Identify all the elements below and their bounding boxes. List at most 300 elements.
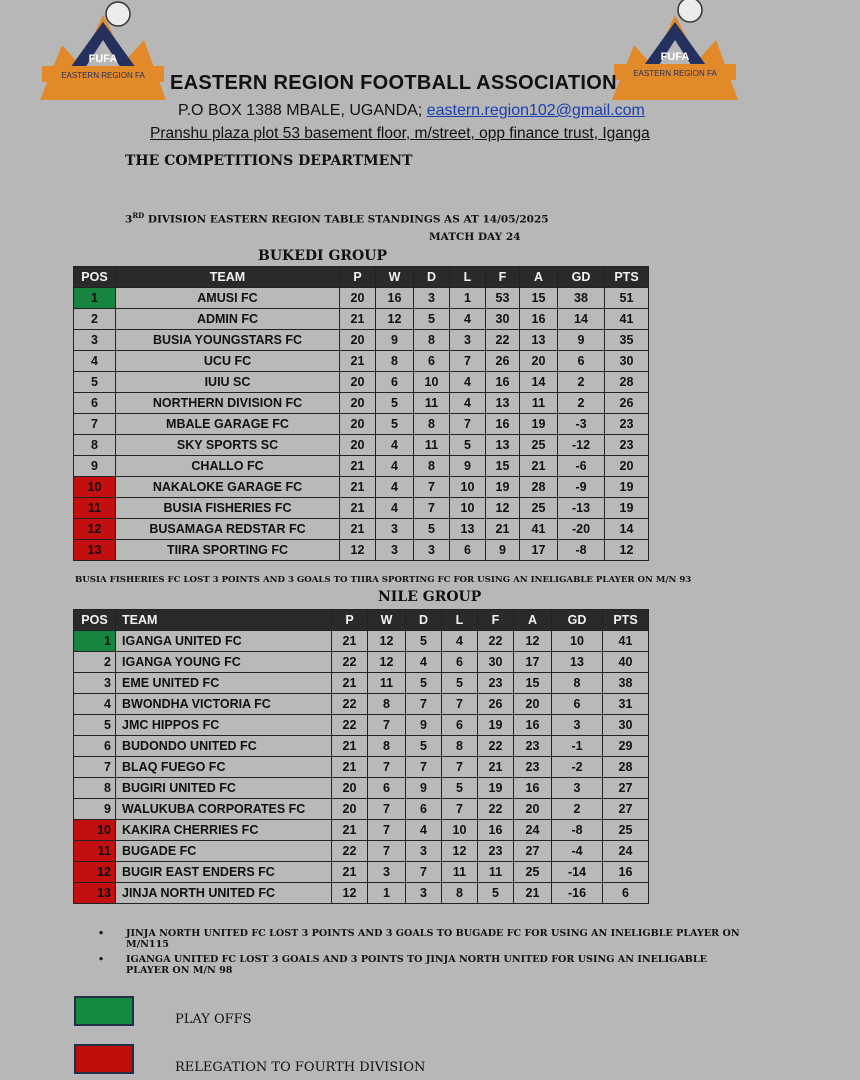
nile-penalty-notes <box>98 928 748 980</box>
column-header-team: TEAM <box>116 610 332 631</box>
cell-team: TIIRA SPORTING FC <box>116 540 340 561</box>
cell-w: 5 <box>376 393 414 414</box>
cell-w: 12 <box>368 631 406 652</box>
column-header-gd: GD <box>552 610 603 631</box>
cell-p: 21 <box>332 736 368 757</box>
cell-team: BUDONDO UNITED FC <box>116 736 332 757</box>
cell-f: 19 <box>478 715 514 736</box>
cell-d: 7 <box>406 757 442 778</box>
cell-p: 21 <box>340 456 376 477</box>
cell-l: 6 <box>442 652 478 673</box>
cell-gd: 2 <box>552 799 603 820</box>
cell-pos: 7 <box>74 414 116 435</box>
cell-p: 22 <box>332 715 368 736</box>
cell-d: 11 <box>414 393 450 414</box>
cell-gd: 2 <box>558 393 605 414</box>
bullet-icon: • <box>98 954 105 965</box>
cell-a: 25 <box>520 498 558 519</box>
cell-team: NORTHERN DIVISION FC <box>116 393 340 414</box>
cell-d: 7 <box>406 694 442 715</box>
list-item: • JINJA NORTH UNITED FC LOST 3 POINTS AND 3 GOALS TO BUGADE FC FOR USING AN INELIGBLE PLAYER ON M/N115 <box>98 928 740 950</box>
column-header-p: P <box>332 610 368 631</box>
cell-l: 4 <box>450 393 486 414</box>
cell-team: JINJA NORTH UNITED FC <box>116 883 332 904</box>
cell-pts: 6 <box>603 883 649 904</box>
cell-w: 4 <box>376 456 414 477</box>
cell-w: 12 <box>376 309 414 330</box>
cell-gd: 10 <box>552 631 603 652</box>
cell-pos: 2 <box>74 309 116 330</box>
cell-p: 21 <box>332 631 368 652</box>
cell-pts: 31 <box>603 694 649 715</box>
cell-a: 12 <box>514 631 552 652</box>
cell-team: AMUSI FC <box>116 288 340 309</box>
cell-team: BUSIA YOUNGSTARS FC <box>116 330 340 351</box>
cell-d: 10 <box>414 372 450 393</box>
cell-d: 11 <box>414 435 450 456</box>
cell-pos: 12 <box>74 862 116 883</box>
cell-a: 25 <box>520 435 558 456</box>
svg-text:EASTERN REGION FA: EASTERN REGION FA <box>633 69 717 78</box>
cell-gd: 8 <box>552 673 603 694</box>
cell-a: 23 <box>514 757 552 778</box>
cell-pts: 19 <box>605 498 649 519</box>
cell-gd: 14 <box>558 309 605 330</box>
column-header-pos: POS <box>74 610 116 631</box>
cell-f: 19 <box>478 778 514 799</box>
cell-p: 22 <box>332 652 368 673</box>
cell-pts: 28 <box>603 757 649 778</box>
cell-l: 1 <box>450 288 486 309</box>
cell-w: 8 <box>368 736 406 757</box>
table-row <box>74 673 649 694</box>
cell-d: 5 <box>406 631 442 652</box>
cell-l: 6 <box>450 540 486 561</box>
table-row <box>74 519 649 540</box>
cell-gd: 2 <box>558 372 605 393</box>
cell-f: 26 <box>486 351 520 372</box>
cell-d: 3 <box>414 540 450 561</box>
table-row <box>74 288 649 309</box>
cell-team: JMC HIPPOS FC <box>116 715 332 736</box>
cell-f: 12 <box>486 498 520 519</box>
cell-team: KAKIRA CHERRIES FC <box>116 820 332 841</box>
cell-a: 17 <box>520 540 558 561</box>
cell-p: 21 <box>340 351 376 372</box>
cell-w: 9 <box>376 330 414 351</box>
cell-pos: 11 <box>74 841 116 862</box>
cell-a: 15 <box>514 673 552 694</box>
cell-pts: 23 <box>605 435 649 456</box>
cell-d: 5 <box>414 519 450 540</box>
column-header-w: W <box>376 267 414 288</box>
cell-a: 15 <box>520 288 558 309</box>
cell-team: IGANGA YOUNG FC <box>116 652 332 673</box>
column-header-l: L <box>442 610 478 631</box>
table-row <box>74 652 649 673</box>
cell-team: BUSAMAGA REDSTAR FC <box>116 519 340 540</box>
cell-a: 41 <box>520 519 558 540</box>
cell-p: 12 <box>332 883 368 904</box>
cell-d: 6 <box>406 799 442 820</box>
cell-f: 19 <box>486 477 520 498</box>
postal-box: P.O BOX 1388 MBALE, UGANDA; <box>178 102 423 119</box>
relegation-swatch <box>74 1044 134 1074</box>
table-row <box>74 435 649 456</box>
cell-l: 5 <box>442 778 478 799</box>
cell-pts: 38 <box>603 673 649 694</box>
cell-pos: 12 <box>74 519 116 540</box>
cell-pos: 4 <box>74 694 116 715</box>
cell-w: 6 <box>368 778 406 799</box>
cell-gd: 38 <box>558 288 605 309</box>
cell-p: 20 <box>332 778 368 799</box>
nile-group-title: NILE GROUP <box>378 589 482 605</box>
cell-a: 20 <box>520 351 558 372</box>
cell-pos: 9 <box>74 799 116 820</box>
cell-w: 3 <box>376 540 414 561</box>
cell-a: 17 <box>514 652 552 673</box>
table-row <box>74 372 649 393</box>
nile-standings-table <box>73 609 649 904</box>
cell-d: 7 <box>414 477 450 498</box>
cell-d: 3 <box>406 841 442 862</box>
cell-pos: 11 <box>74 498 116 519</box>
cell-pos: 2 <box>74 652 116 673</box>
cell-w: 1 <box>368 883 406 904</box>
cell-pos: 6 <box>74 736 116 757</box>
cell-pts: 12 <box>605 540 649 561</box>
cell-f: 26 <box>478 694 514 715</box>
cell-p: 20 <box>340 414 376 435</box>
cell-l: 9 <box>450 456 486 477</box>
table-row <box>74 736 649 757</box>
relegation-legend-label: RELEGATION TO FOURTH DIVISION <box>175 1060 426 1075</box>
cell-l: 10 <box>450 498 486 519</box>
cell-l: 7 <box>450 351 486 372</box>
cell-f: 30 <box>486 309 520 330</box>
cell-gd: 6 <box>558 351 605 372</box>
cell-l: 7 <box>442 757 478 778</box>
cell-l: 4 <box>450 309 486 330</box>
cell-w: 4 <box>376 498 414 519</box>
cell-team: WALUKUBA CORPORATES FC <box>116 799 332 820</box>
cell-p: 12 <box>340 540 376 561</box>
cell-d: 5 <box>414 309 450 330</box>
email-link[interactable]: eastern.region102@gmail.com <box>426 102 645 119</box>
cell-p: 20 <box>340 330 376 351</box>
cell-pos: 5 <box>74 372 116 393</box>
cell-p: 22 <box>332 694 368 715</box>
column-header-pts: PTS <box>605 267 649 288</box>
table-row <box>74 456 649 477</box>
table-row <box>74 841 649 862</box>
bukedi-group-title: BUKEDI GROUP <box>258 248 387 264</box>
office-address: Pranshu plaza plot 53 basement floor, m/street, opp finance trust, Iganga <box>150 125 650 142</box>
cell-pos: 13 <box>74 540 116 561</box>
column-header-l: L <box>450 267 486 288</box>
cell-pos: 3 <box>74 673 116 694</box>
cell-a: 24 <box>514 820 552 841</box>
cell-pos: 8 <box>74 435 116 456</box>
cell-w: 11 <box>368 673 406 694</box>
cell-gd: -12 <box>558 435 605 456</box>
cell-p: 21 <box>340 498 376 519</box>
cell-gd: 6 <box>552 694 603 715</box>
bukedi-penalty-note: BUSIA FISHERIES FC LOST 3 POINTS AND 3 GOALS TO TIIRA SPORTING FC FOR USING AN INELIGABLE PLAYER ON M/N 93 <box>75 575 692 585</box>
table-row <box>74 862 649 883</box>
cell-f: 13 <box>486 393 520 414</box>
cell-f: 22 <box>478 631 514 652</box>
postal-line <box>178 102 645 120</box>
column-header-a: A <box>514 610 552 631</box>
cell-p: 21 <box>340 309 376 330</box>
cell-l: 8 <box>442 736 478 757</box>
table-header-row <box>74 267 649 288</box>
cell-w: 7 <box>368 799 406 820</box>
cell-pts: 27 <box>603 778 649 799</box>
cell-pts: 20 <box>605 456 649 477</box>
cell-team: EME UNITED FC <box>116 673 332 694</box>
table-header-row <box>74 610 649 631</box>
cell-f: 16 <box>486 414 520 435</box>
cell-p: 20 <box>340 393 376 414</box>
cell-pts: 16 <box>603 862 649 883</box>
cell-w: 3 <box>368 862 406 883</box>
cell-team: BUSIA FISHERIES FC <box>116 498 340 519</box>
cell-gd: -6 <box>558 456 605 477</box>
cell-d: 7 <box>406 862 442 883</box>
column-header-team: TEAM <box>116 267 340 288</box>
cell-pts: 25 <box>603 820 649 841</box>
cell-a: 27 <box>514 841 552 862</box>
cell-gd: -4 <box>552 841 603 862</box>
cell-pos: 9 <box>74 456 116 477</box>
cell-d: 4 <box>406 820 442 841</box>
cell-gd: -8 <box>558 540 605 561</box>
svg-text:EASTERN REGION FA: EASTERN REGION FA <box>61 71 145 80</box>
cell-p: 22 <box>332 841 368 862</box>
cell-w: 7 <box>368 715 406 736</box>
cell-pts: 41 <box>605 309 649 330</box>
cell-w: 3 <box>376 519 414 540</box>
cell-pos: 6 <box>74 393 116 414</box>
fufa-logo-right <box>612 0 738 100</box>
table-row <box>74 631 649 652</box>
cell-team: BUGADE FC <box>116 841 332 862</box>
cell-gd: -2 <box>552 757 603 778</box>
column-header-d: D <box>414 267 450 288</box>
playoff-legend-label: PLAY OFFS <box>175 1012 252 1027</box>
table-row <box>74 540 649 561</box>
cell-f: 13 <box>486 435 520 456</box>
table-row <box>74 477 649 498</box>
cell-pts: 51 <box>605 288 649 309</box>
bullet-icon: • <box>98 928 105 939</box>
cell-w: 4 <box>376 435 414 456</box>
cell-l: 8 <box>442 883 478 904</box>
fufa-logo-left <box>40 0 166 100</box>
cell-team: BLAQ FUEGO FC <box>116 757 332 778</box>
column-header-pts: PTS <box>603 610 649 631</box>
cell-pts: 41 <box>603 631 649 652</box>
svg-text:FUFA: FUFA <box>660 51 690 63</box>
cell-team: CHALLO FC <box>116 456 340 477</box>
cell-l: 13 <box>450 519 486 540</box>
table-row <box>74 414 649 435</box>
cell-w: 7 <box>368 757 406 778</box>
cell-p: 21 <box>340 477 376 498</box>
cell-f: 22 <box>486 330 520 351</box>
cell-pos: 10 <box>74 477 116 498</box>
cell-l: 4 <box>442 631 478 652</box>
cell-d: 3 <box>414 288 450 309</box>
cell-team: BUGIRI UNITED FC <box>116 778 332 799</box>
cell-w: 12 <box>368 652 406 673</box>
cell-a: 20 <box>514 799 552 820</box>
cell-pts: 24 <box>603 841 649 862</box>
svg-text:FUFA: FUFA <box>88 53 118 65</box>
table-row <box>74 393 649 414</box>
cell-l: 7 <box>442 799 478 820</box>
cell-gd: -9 <box>558 477 605 498</box>
cell-pos: 1 <box>74 631 116 652</box>
table-row <box>74 498 649 519</box>
cell-team: SKY SPORTS SC <box>116 435 340 456</box>
column-header-p: P <box>340 267 376 288</box>
cell-pos: 7 <box>74 757 116 778</box>
cell-pts: 28 <box>605 372 649 393</box>
cell-d: 4 <box>406 652 442 673</box>
cell-f: 22 <box>478 736 514 757</box>
table-row <box>74 778 649 799</box>
cell-a: 23 <box>514 736 552 757</box>
cell-d: 8 <box>414 414 450 435</box>
department-heading: THE COMPETITIONS DEPARTMENT <box>125 153 413 169</box>
cell-p: 21 <box>332 673 368 694</box>
cell-gd: 3 <box>552 778 603 799</box>
cell-w: 7 <box>368 841 406 862</box>
cell-p: 21 <box>340 519 376 540</box>
cell-l: 10 <box>442 820 478 841</box>
cell-w: 16 <box>376 288 414 309</box>
cell-pts: 14 <box>605 519 649 540</box>
cell-gd: -8 <box>552 820 603 841</box>
cell-f: 16 <box>478 820 514 841</box>
cell-pts: 35 <box>605 330 649 351</box>
cell-l: 7 <box>450 414 486 435</box>
cell-pos: 10 <box>74 820 116 841</box>
cell-f: 16 <box>486 372 520 393</box>
column-header-f: F <box>478 610 514 631</box>
cell-p: 20 <box>340 435 376 456</box>
cell-p: 21 <box>332 757 368 778</box>
table-row <box>74 330 649 351</box>
cell-gd: -20 <box>558 519 605 540</box>
cell-l: 4 <box>450 372 486 393</box>
cell-f: 21 <box>486 519 520 540</box>
cell-p: 20 <box>340 288 376 309</box>
cell-team: BUGIR EAST ENDERS FC <box>116 862 332 883</box>
cell-a: 13 <box>520 330 558 351</box>
table-row <box>74 820 649 841</box>
cell-w: 4 <box>376 477 414 498</box>
cell-pts: 19 <box>605 477 649 498</box>
cell-l: 12 <box>442 841 478 862</box>
cell-l: 3 <box>450 330 486 351</box>
cell-team: UCU FC <box>116 351 340 372</box>
playoff-swatch <box>74 996 134 1026</box>
column-header-a: A <box>520 267 558 288</box>
cell-a: 28 <box>520 477 558 498</box>
cell-team: NAKALOKE GARAGE FC <box>116 477 340 498</box>
cell-p: 21 <box>332 862 368 883</box>
column-header-d: D <box>406 610 442 631</box>
cell-a: 21 <box>520 456 558 477</box>
table-row <box>74 715 649 736</box>
cell-d: 6 <box>414 351 450 372</box>
cell-f: 53 <box>486 288 520 309</box>
cell-team: IUIU SC <box>116 372 340 393</box>
match-day: MATCH DAY 24 <box>429 231 521 243</box>
cell-pts: 27 <box>603 799 649 820</box>
cell-team: ADMIN FC <box>116 309 340 330</box>
cell-pts: 29 <box>603 736 649 757</box>
cell-l: 5 <box>450 435 486 456</box>
table-row <box>74 351 649 372</box>
cell-w: 6 <box>376 372 414 393</box>
cell-d: 9 <box>406 778 442 799</box>
cell-pts: 40 <box>603 652 649 673</box>
cell-d: 7 <box>414 498 450 519</box>
cell-team: IGANGA UNITED FC <box>116 631 332 652</box>
cell-d: 5 <box>406 736 442 757</box>
cell-team: MBALE GARAGE FC <box>116 414 340 435</box>
cell-f: 23 <box>478 673 514 694</box>
cell-p: 21 <box>332 820 368 841</box>
cell-w: 5 <box>376 414 414 435</box>
cell-f: 23 <box>478 841 514 862</box>
cell-gd: -14 <box>552 862 603 883</box>
cell-l: 5 <box>442 673 478 694</box>
cell-d: 8 <box>414 330 450 351</box>
cell-l: 6 <box>442 715 478 736</box>
cell-a: 16 <box>514 715 552 736</box>
cell-d: 8 <box>414 456 450 477</box>
table-row <box>74 799 649 820</box>
cell-d: 5 <box>406 673 442 694</box>
cell-w: 8 <box>368 694 406 715</box>
association-title: EASTERN REGION FOOTBALL ASSOCIATION <box>170 72 617 94</box>
table-row <box>74 757 649 778</box>
cell-f: 30 <box>478 652 514 673</box>
column-header-f: F <box>486 267 520 288</box>
cell-pos: 3 <box>74 330 116 351</box>
cell-f: 5 <box>478 883 514 904</box>
cell-gd: -1 <box>552 736 603 757</box>
cell-gd: 3 <box>552 715 603 736</box>
cell-a: 16 <box>514 778 552 799</box>
cell-f: 21 <box>478 757 514 778</box>
cell-pos: 1 <box>74 288 116 309</box>
cell-d: 9 <box>406 715 442 736</box>
cell-p: 20 <box>340 372 376 393</box>
table-row <box>74 883 649 904</box>
cell-gd: -3 <box>558 414 605 435</box>
cell-gd: -13 <box>558 498 605 519</box>
cell-pos: 4 <box>74 351 116 372</box>
cell-pts: 30 <box>603 715 649 736</box>
